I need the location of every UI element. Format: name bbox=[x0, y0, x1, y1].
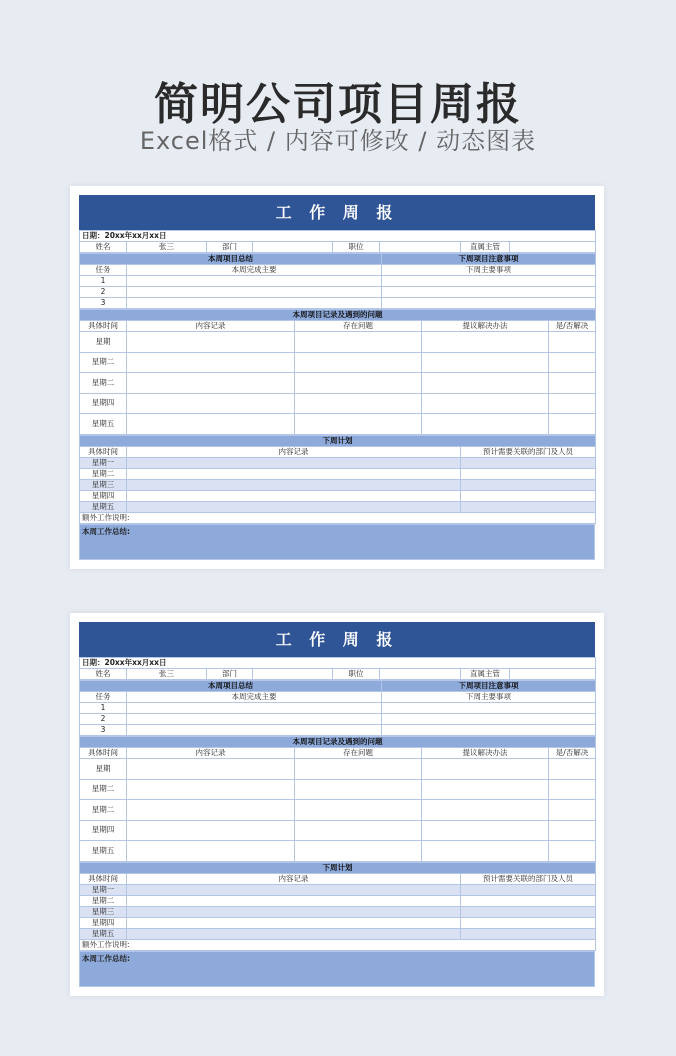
task-cell[interactable] bbox=[127, 703, 382, 714]
extra-work-note[interactable]: 额外工作说明: bbox=[80, 939, 596, 950]
plan-cell[interactable] bbox=[461, 928, 596, 939]
record-cell[interactable] bbox=[422, 759, 549, 780]
section-summary-header: 本周项目总结 bbox=[80, 681, 382, 692]
task-col-header: 本周完成主要 bbox=[127, 692, 382, 703]
record-col-header: 是/否解决 bbox=[549, 748, 596, 759]
record-cell[interactable] bbox=[295, 800, 422, 821]
task-number: 1 bbox=[80, 276, 127, 287]
plan-cell[interactable] bbox=[461, 468, 596, 479]
task-row bbox=[80, 714, 596, 725]
record-cell[interactable] bbox=[422, 841, 549, 862]
record-col-header: 存在问题 bbox=[295, 748, 422, 759]
record-cell[interactable] bbox=[549, 332, 596, 353]
plan-row bbox=[80, 895, 596, 906]
info-cell[interactable] bbox=[380, 242, 461, 253]
record-col-header: 提议解决办法 bbox=[422, 748, 549, 759]
record-row bbox=[80, 759, 596, 780]
weekly-report-sheet bbox=[79, 622, 595, 987]
plan-cell[interactable] bbox=[461, 479, 596, 490]
report-card-1 bbox=[70, 186, 604, 569]
record-cell[interactable] bbox=[127, 332, 295, 353]
task-col-header: 下周主要事项 bbox=[382, 692, 596, 703]
task-number: 1 bbox=[80, 703, 127, 714]
record-col-header: 内容记录 bbox=[127, 321, 295, 332]
plan-cell[interactable] bbox=[127, 490, 461, 501]
plan-cell[interactable] bbox=[127, 895, 461, 906]
record-cell[interactable] bbox=[127, 820, 295, 841]
record-row bbox=[80, 393, 596, 414]
task-cell[interactable] bbox=[127, 714, 382, 725]
plan-row bbox=[80, 501, 596, 512]
task-cell[interactable] bbox=[127, 287, 382, 298]
task-col-header: 下周主要事项 bbox=[382, 265, 596, 276]
record-day: 星期二 bbox=[80, 373, 127, 394]
plan-day: 星期三 bbox=[80, 906, 127, 917]
info-cell: 职位 bbox=[333, 669, 380, 680]
record-cell[interactable] bbox=[295, 820, 422, 841]
weekly-summary-box[interactable]: 本周工作总结: bbox=[79, 524, 595, 560]
task-cell[interactable] bbox=[382, 714, 596, 725]
plan-row bbox=[80, 928, 596, 939]
plan-cell[interactable] bbox=[127, 917, 461, 928]
report-banner: 工 作 周 报 bbox=[79, 195, 595, 230]
record-cell[interactable] bbox=[549, 373, 596, 394]
plan-row bbox=[80, 917, 596, 928]
plan-day: 星期三 bbox=[80, 479, 127, 490]
section-records-header: 本周项目记录及遇到的问题 bbox=[80, 737, 596, 748]
record-row bbox=[80, 820, 596, 841]
record-row bbox=[80, 352, 596, 373]
record-day: 星期五 bbox=[80, 414, 127, 435]
record-cell[interactable] bbox=[549, 352, 596, 373]
info-cell[interactable] bbox=[510, 242, 596, 253]
plan-col-header: 预计需要关联的部门及人员 bbox=[461, 446, 596, 457]
info-cell: 部门 bbox=[207, 669, 253, 680]
info-cell[interactable]: 张三 bbox=[127, 242, 207, 253]
record-cell[interactable] bbox=[422, 779, 549, 800]
plan-row bbox=[80, 457, 596, 468]
record-col-header: 提议解决办法 bbox=[422, 321, 549, 332]
record-col-header: 内容记录 bbox=[127, 748, 295, 759]
record-cell[interactable] bbox=[422, 800, 549, 821]
plan-day: 星期五 bbox=[80, 501, 127, 512]
record-cell[interactable] bbox=[127, 841, 295, 862]
task-col-header: 任务 bbox=[80, 265, 127, 276]
plan-col-header: 内容记录 bbox=[127, 446, 461, 457]
plan-row bbox=[80, 479, 596, 490]
task-row bbox=[80, 287, 596, 298]
record-row bbox=[80, 414, 596, 435]
task-cell[interactable] bbox=[382, 298, 596, 309]
record-cell[interactable] bbox=[127, 393, 295, 414]
weekly-summary-box[interactable]: 本周工作总结: bbox=[79, 951, 595, 987]
section-plan-header: 下周计划 bbox=[80, 435, 596, 446]
record-row bbox=[80, 779, 596, 800]
record-cell[interactable] bbox=[295, 841, 422, 862]
plan-cell[interactable] bbox=[127, 928, 461, 939]
record-cell[interactable] bbox=[295, 373, 422, 394]
task-number: 2 bbox=[80, 714, 127, 725]
task-col-header: 任务 bbox=[80, 692, 127, 703]
plan-col-header: 预计需要关联的部门及人员 bbox=[461, 873, 596, 884]
task-number: 2 bbox=[80, 287, 127, 298]
record-cell[interactable] bbox=[422, 414, 549, 435]
info-cell: 姓名 bbox=[80, 242, 127, 253]
record-row bbox=[80, 800, 596, 821]
plan-day: 星期四 bbox=[80, 490, 127, 501]
plan-day: 星期五 bbox=[80, 928, 127, 939]
record-cell[interactable] bbox=[549, 779, 596, 800]
task-cell[interactable] bbox=[382, 287, 596, 298]
record-cell[interactable] bbox=[549, 800, 596, 821]
extra-work-note[interactable]: 额外工作说明: bbox=[80, 512, 596, 523]
record-day: 星期二 bbox=[80, 352, 127, 373]
plan-row bbox=[80, 468, 596, 479]
record-cell[interactable] bbox=[295, 352, 422, 373]
info-cell[interactable] bbox=[253, 669, 333, 680]
record-cell[interactable] bbox=[549, 414, 596, 435]
plan-cell[interactable] bbox=[127, 501, 461, 512]
record-row bbox=[80, 373, 596, 394]
info-cell[interactable] bbox=[253, 242, 333, 253]
plan-cell[interactable] bbox=[127, 457, 461, 468]
plan-day: 星期二 bbox=[80, 468, 127, 479]
record-day: 星期四 bbox=[80, 393, 127, 414]
record-cell[interactable] bbox=[422, 332, 549, 353]
info-cell: 直属主管 bbox=[461, 669, 510, 680]
section-next-notes-header: 下周项目注意事项 bbox=[382, 681, 596, 692]
record-cell[interactable] bbox=[127, 759, 295, 780]
record-day: 星期二 bbox=[80, 800, 127, 821]
plan-cell[interactable] bbox=[461, 906, 596, 917]
task-row bbox=[80, 298, 596, 309]
plan-day: 星期二 bbox=[80, 895, 127, 906]
record-cell[interactable] bbox=[422, 393, 549, 414]
record-cell[interactable] bbox=[295, 332, 422, 353]
plan-row bbox=[80, 884, 596, 895]
record-day: 星期 bbox=[80, 332, 127, 353]
date-label: 日期：20xx年xx月xx日 bbox=[80, 231, 596, 242]
record-cell[interactable] bbox=[127, 414, 295, 435]
record-cell[interactable] bbox=[295, 414, 422, 435]
task-col-header: 本周完成主要 bbox=[127, 265, 382, 276]
section-records-header: 本周项目记录及遇到的问题 bbox=[80, 310, 596, 321]
record-cell[interactable] bbox=[422, 820, 549, 841]
info-cell: 姓名 bbox=[80, 669, 127, 680]
info-cell: 部门 bbox=[207, 242, 253, 253]
plan-col-header: 具体时间 bbox=[80, 446, 127, 457]
record-day: 星期五 bbox=[80, 841, 127, 862]
record-cell[interactable] bbox=[549, 393, 596, 414]
report-table bbox=[79, 230, 596, 253]
record-cell[interactable] bbox=[295, 759, 422, 780]
record-cell[interactable] bbox=[422, 373, 549, 394]
hero-subtitle: Excel格式 / 内容可修改 / 动态图表 bbox=[139, 127, 537, 155]
plan-cell[interactable] bbox=[127, 479, 461, 490]
plan-cell[interactable] bbox=[461, 501, 596, 512]
info-cell: 职位 bbox=[333, 242, 380, 253]
record-cell[interactable] bbox=[549, 820, 596, 841]
task-number: 3 bbox=[80, 725, 127, 736]
info-cell[interactable] bbox=[510, 669, 596, 680]
plan-col-header: 具体时间 bbox=[80, 873, 127, 884]
section-next-notes-header: 下周项目注意事项 bbox=[382, 254, 596, 265]
task-cell[interactable] bbox=[382, 703, 596, 714]
record-row bbox=[80, 841, 596, 862]
record-cell[interactable] bbox=[422, 352, 549, 373]
task-row bbox=[80, 725, 596, 736]
record-day: 星期二 bbox=[80, 779, 127, 800]
plan-cell[interactable] bbox=[461, 457, 596, 468]
record-col-header: 存在问题 bbox=[295, 321, 422, 332]
plan-day: 星期四 bbox=[80, 917, 127, 928]
record-col-header: 是/否解决 bbox=[549, 321, 596, 332]
info-row bbox=[80, 242, 596, 253]
section-summary-header: 本周项目总结 bbox=[80, 254, 382, 265]
plan-col-header: 内容记录 bbox=[127, 873, 461, 884]
report-table bbox=[79, 657, 596, 680]
record-col-header: 具体时间 bbox=[80, 748, 127, 759]
record-cell[interactable] bbox=[549, 841, 596, 862]
plan-cell[interactable] bbox=[127, 906, 461, 917]
info-cell: 直属主管 bbox=[461, 242, 510, 253]
record-day: 星期四 bbox=[80, 820, 127, 841]
record-day: 星期 bbox=[80, 759, 127, 780]
plan-day: 星期一 bbox=[80, 884, 127, 895]
report-banner: 工 作 周 报 bbox=[79, 622, 595, 657]
record-cell[interactable] bbox=[295, 779, 422, 800]
plan-row bbox=[80, 906, 596, 917]
plan-cell[interactable] bbox=[461, 490, 596, 501]
record-cell[interactable] bbox=[549, 759, 596, 780]
info-row bbox=[80, 669, 596, 680]
plan-cell[interactable] bbox=[127, 468, 461, 479]
plan-cell[interactable] bbox=[127, 884, 461, 895]
info-cell[interactable]: 张三 bbox=[127, 669, 207, 680]
record-cell[interactable] bbox=[127, 800, 295, 821]
plan-cell[interactable] bbox=[461, 917, 596, 928]
plan-cell[interactable] bbox=[461, 895, 596, 906]
record-col-header: 具体时间 bbox=[80, 321, 127, 332]
weekly-report-sheet bbox=[79, 195, 595, 560]
record-cell[interactable] bbox=[295, 393, 422, 414]
task-cell[interactable] bbox=[382, 276, 596, 287]
plan-row bbox=[80, 490, 596, 501]
info-cell[interactable] bbox=[380, 669, 461, 680]
task-row bbox=[80, 703, 596, 714]
task-cell[interactable] bbox=[127, 298, 382, 309]
task-row bbox=[80, 276, 596, 287]
plan-cell[interactable] bbox=[461, 884, 596, 895]
section-plan-header: 下周计划 bbox=[80, 862, 596, 873]
record-cell[interactable] bbox=[127, 352, 295, 373]
task-cell[interactable] bbox=[382, 725, 596, 736]
record-row bbox=[80, 332, 596, 353]
hero-title: 简明公司项目周报 bbox=[154, 79, 522, 130]
record-cell[interactable] bbox=[127, 779, 295, 800]
plan-day: 星期一 bbox=[80, 457, 127, 468]
date-label: 日期：20xx年xx月xx日 bbox=[80, 658, 596, 669]
task-cell[interactable] bbox=[127, 276, 382, 287]
record-cell[interactable] bbox=[127, 373, 295, 394]
task-cell[interactable] bbox=[127, 725, 382, 736]
task-number: 3 bbox=[80, 298, 127, 309]
report-card-2 bbox=[70, 613, 604, 996]
